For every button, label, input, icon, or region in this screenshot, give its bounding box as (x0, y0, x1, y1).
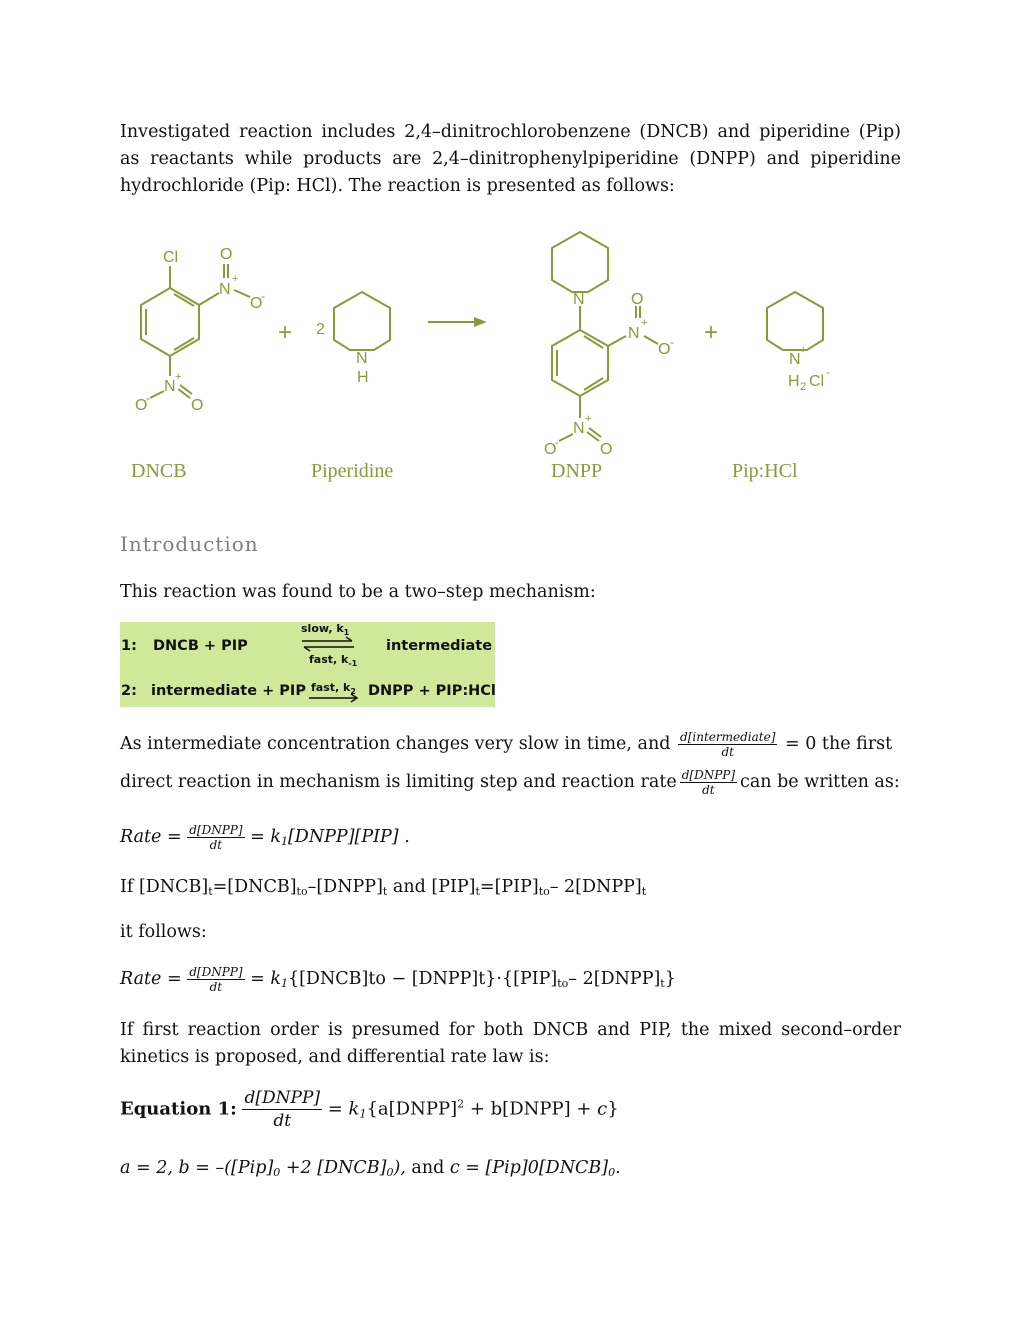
step1-number: 1: (121, 638, 137, 654)
concentration-relations: If $[DNCB]_t=[DNCB]_{to}-[DNPP]_t$ and $[PIP]_t=[PIP]_{to}-$ $2[DNPP]_t$ (120, 877, 647, 898)
atom-o: O (191, 397, 204, 414)
atom-o: O (135, 397, 148, 414)
atom-n-charge: + (585, 413, 592, 425)
step2-forward-label: fast, $k_2$ (311, 681, 356, 697)
step2-products: DNPP + PIP:HCl (368, 683, 496, 699)
atom-o: O (658, 341, 671, 358)
atom-n: N (164, 378, 176, 395)
reaction-scheme-drawing (120, 226, 901, 496)
step2-number: 2: (121, 683, 137, 699)
step1-reverse-label: fast, $k_{-1}$ (309, 653, 358, 669)
kinetics-paragraph: If first reaction order is presumed for both DNCB and PIP, the mixed second–order kinetics is proposed, and differential rate law is: (120, 1020, 901, 1067)
equation-1: Equation 1: $\frac{\text{d[DNPP]}}{dt}$ = $k_1\{a[DNPP]^2$ + b[DNPP] + c} (120, 1088, 619, 1131)
atom-o: O (544, 441, 557, 458)
step1-forward-label: slow, $k_1$ (301, 622, 350, 638)
atom-n-charge: + (175, 371, 182, 383)
atom-h: H (788, 373, 800, 390)
label-piperidine: Piperidine (311, 460, 394, 482)
atom-o: O (250, 295, 263, 312)
atom-o: O (220, 246, 233, 263)
atom-n: N (789, 351, 801, 368)
intro-paragraph: Investigated reaction includes 2,4–dinitrochlorobenzene (DNCB) and piperidine (Pip) as reactants while products are 2,4–dinitrophenylpiperidine (DNPP) and piperidine hydrochloride (Pip: HCl). The reaction is presented as follows: (120, 122, 901, 196)
section-heading: Introduction (120, 532, 259, 556)
rate-equation-1: Rate = $\frac{\text{d[DNPP]}}{dt}$ = $k_1[DNPP][PIP]$ . (120, 823, 410, 852)
atom-n: N (628, 325, 640, 342)
rate-explanation-line2: direct reaction in mechanism is limiting step and reaction rate $\frac{\text{d[DNPP]}}{dt}$ can be written as: (120, 768, 900, 797)
rate-explanation-line1: As intermediate concentration changes very slow in time, and $\frac{\text{d[intermediate]}}{dt}$ = 0 the first (120, 730, 893, 759)
atom-cl: Cl (809, 373, 825, 390)
atom-n: N (573, 420, 585, 437)
atom-n: N (219, 281, 231, 298)
atom-o: O (600, 441, 613, 458)
forward-arrow-icon (309, 693, 361, 703)
equilibrium-arrow-icon (302, 636, 354, 652)
equation-constants: a = 2, $b = -([Pip]_0 +2$ $[DNCB]_0$), and $c = [Pip]0[DNCB]_0$. (120, 1158, 621, 1179)
stoichiometric-coefficient: 2 (316, 321, 325, 338)
atom-n: N (573, 291, 585, 308)
equation-1-label: Equation 1 (120, 1098, 231, 1120)
atom-o: O (631, 291, 644, 308)
rate-equation-2: Rate = $\frac{\text{d[DNPP]}}{dt}$ = $k_1\{[DNCB]to$ − $[DNPP]t\}\cdot\{[PIP]_{to}-$ $2[DNPP]_t$} (120, 965, 676, 994)
atom-h-subscript: 2 (800, 381, 807, 393)
plus-sign: + (704, 319, 719, 346)
atom-n-charge: + (641, 317, 648, 329)
label-pip-hcl: Pip:HCl (732, 460, 798, 482)
it-follows-text: it follows: (120, 922, 207, 942)
atom-cl-charge: - (826, 365, 830, 379)
atom-o-charge: - (261, 289, 265, 303)
label-dncb: DNCB (131, 460, 187, 482)
atom-n: N (356, 350, 368, 367)
atom-h: H (357, 369, 369, 386)
step1-reactants: DNCB + PIP (153, 638, 248, 654)
step1-product: intermediate (386, 638, 493, 654)
plus-sign: + (278, 319, 293, 346)
atom-n-charge: + (232, 273, 239, 285)
atom-o-charge: - (555, 435, 559, 449)
atom-o-charge: - (670, 335, 674, 349)
atom-cl: Cl (163, 249, 179, 266)
step2-reactants: intermediate + PIP (151, 683, 306, 699)
label-dnpp: DNPP (551, 460, 603, 482)
reaction-scheme (120, 226, 901, 496)
mechanism-box (120, 622, 495, 707)
atom-n-charge: + (800, 344, 807, 356)
atom-o-charge: - (146, 391, 150, 405)
mechanism-intro: This reaction was found to be a two–step mechanism: (120, 582, 596, 602)
